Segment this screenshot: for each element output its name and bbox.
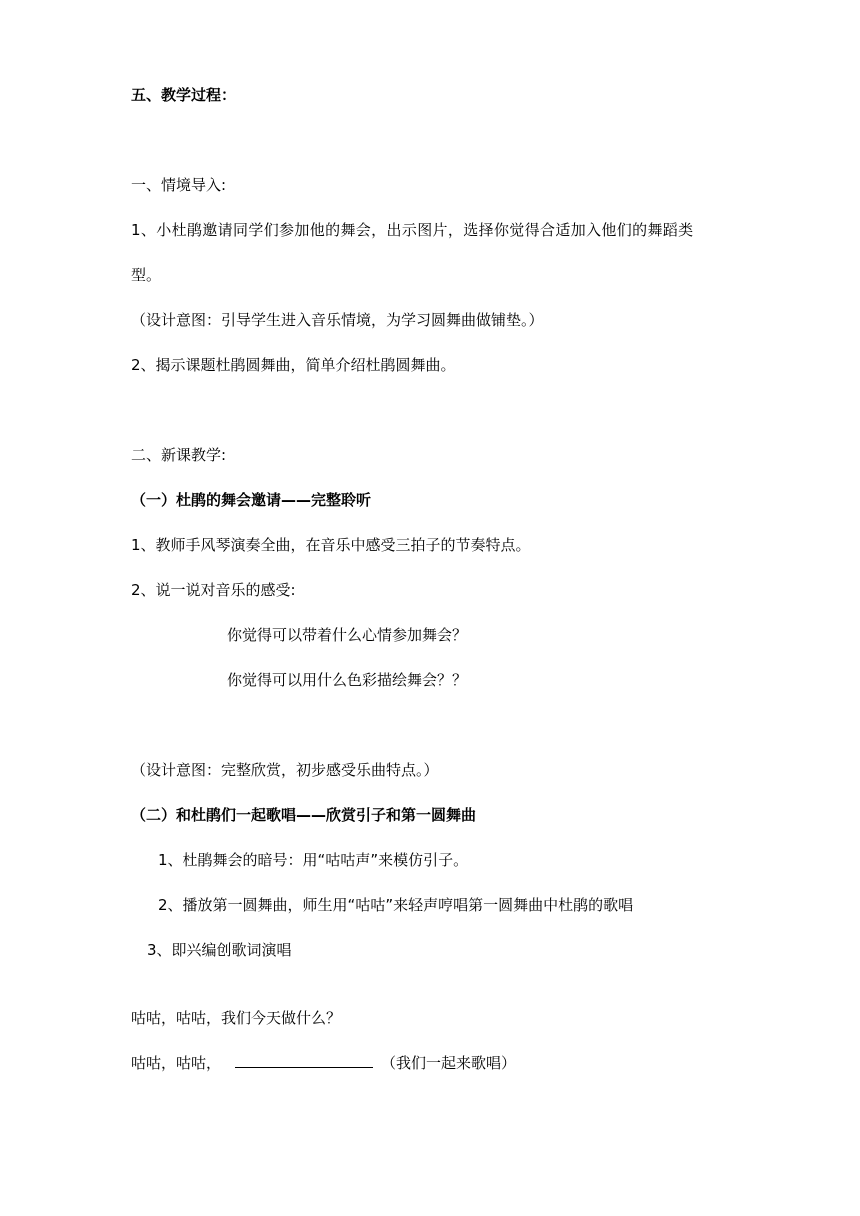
part2-sub1-title: （一）杜鹃的舞会邀请——完整聆听 (131, 491, 372, 509)
part2-sub1-design-intent: （设计意图：完整欣赏，初步感受乐曲特点。） (131, 761, 439, 779)
part1-design-intent: （设计意图：引导学生进入音乐情境，为学习圆舞曲做铺垫。） (131, 311, 544, 329)
part2-sub2-title: （二）和杜鹃们一起歌唱——欣赏引子和第一圆舞曲 (131, 806, 477, 824)
lyric-fill-blank (235, 1053, 373, 1068)
part2-sub2-item3: 3、即兴编创歌词演唱 (147, 941, 292, 959)
part2-sub2-item2: 2、播放第一圆舞曲，师生用“咕咕”来轻声哼唱第一圆舞曲中杜鹃的歌唱 (158, 896, 634, 914)
lyric-line-1: 咕咕，咕咕，我们今天做什么？ (131, 1009, 342, 1027)
lyric-line-2-suffix: （我们一起来歌唱） (381, 1054, 517, 1072)
part1-heading: 一、情境导入: (131, 176, 227, 194)
part1-item1-line2: 型。 (131, 266, 162, 284)
part2-sub1-item2: 2、说一说对音乐的感受: (131, 581, 296, 599)
part2-sub2-item1: 1、杜鹃舞会的暗号：用“咕咕声”来模仿引子。 (158, 851, 469, 869)
part2-heading: 二、新课教学: (131, 446, 227, 464)
section-title: 五、教学过程： (131, 86, 237, 104)
part1-item2: 2、揭示课题杜鹃圆舞曲，简单介绍杜鹃圆舞曲。 (131, 356, 456, 374)
lyric-line-2-prefix: 咕咕，咕咕， (131, 1054, 222, 1072)
lyric-line-2 (131, 1053, 516, 1073)
part2-sub1-question2: 你觉得可以用什么色彩描绘舞会？？ (227, 671, 468, 689)
part2-sub1-item1: 1、教师手风琴演奏全曲，在音乐中感受三拍子的节奏特点。 (131, 536, 531, 554)
part1-item1-line1: 1、小杜鹃邀请同学们参加他的舞会，出示图片，选择你觉得合适加入他们的舞蹈类 (131, 221, 694, 239)
part2-sub1-question1: 你觉得可以带着什么心情参加舞会？ (227, 626, 468, 644)
